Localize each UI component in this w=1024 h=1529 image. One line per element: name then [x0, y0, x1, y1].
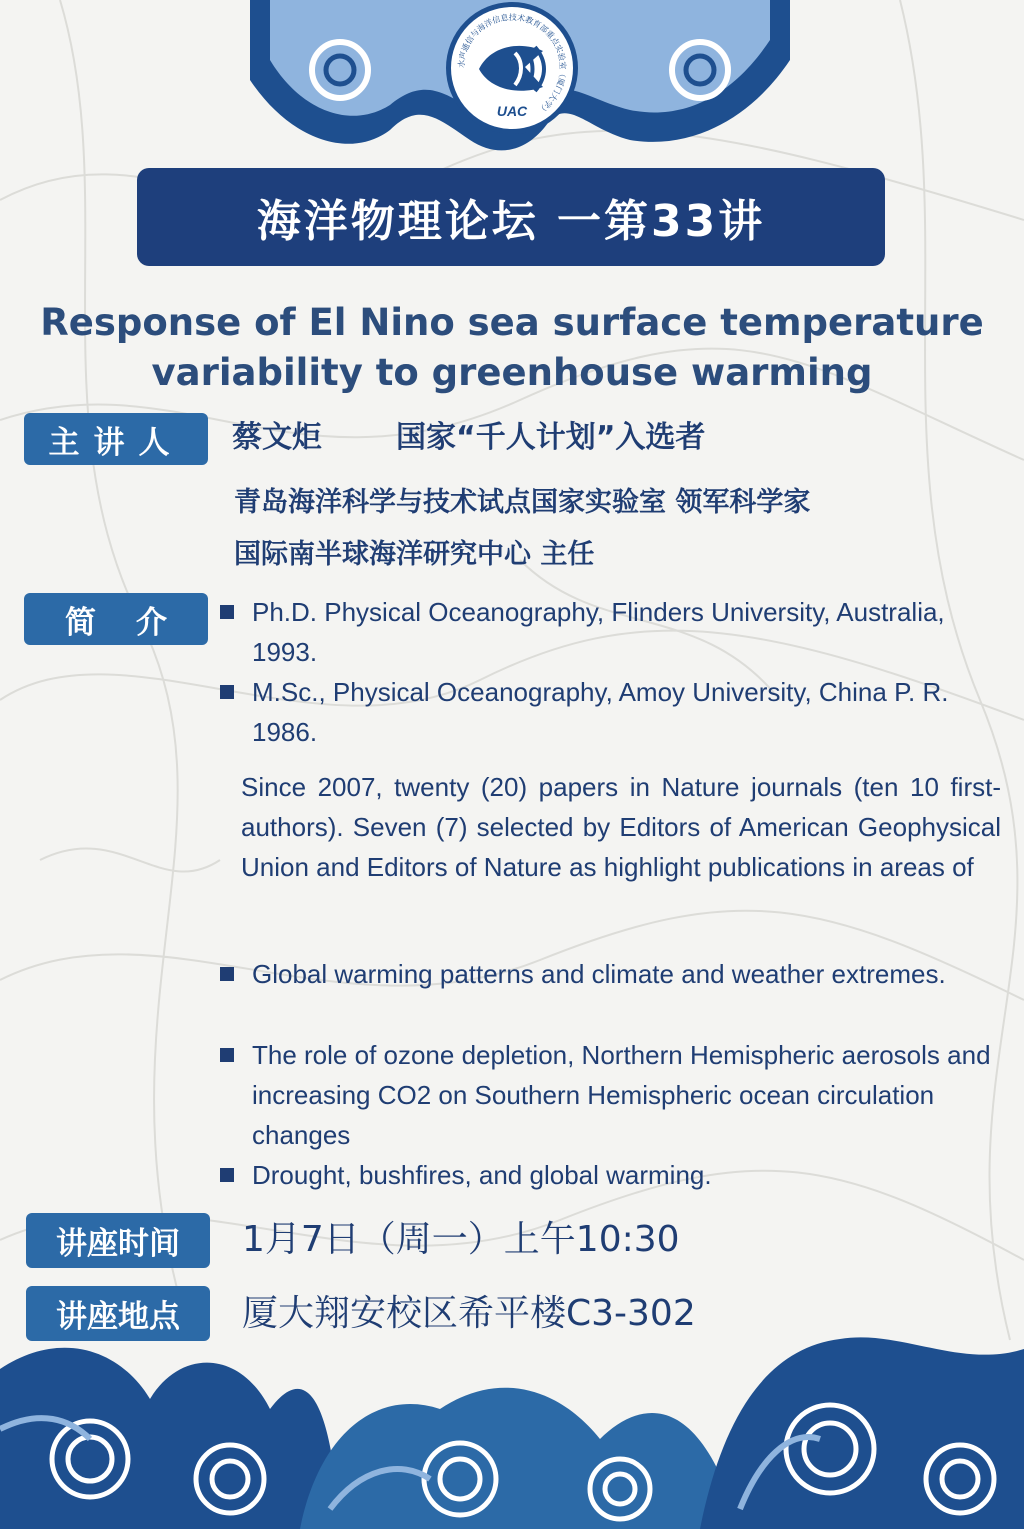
degree-item — [220, 592, 1000, 672]
research-area-text: The role of ozone depletion, Northern Hemispheric aerosols and increasing CO2 on Southern Hemispheric ocean circulation changes — [252, 1040, 991, 1150]
degree-text: M.Sc., Physical Oceanography, Amoy University, China P. R. 1986. — [252, 677, 949, 747]
talk-title-line-1: Response of El Nino sea surface temperature — [40, 301, 984, 344]
degree-item — [220, 672, 1000, 752]
talk-title — [20, 298, 1004, 398]
research-area-item — [220, 954, 1000, 994]
lab-logo — [446, 2, 578, 134]
degree-text: Ph.D. Physical Oceanography, Flinders University, Australia, 1993. — [252, 597, 945, 667]
speaker-affiliation-2: 国际南半球海洋研究中心 主任 — [234, 539, 595, 570]
speaker-tag: 主讲人 — [24, 413, 208, 465]
bullet-square-icon — [220, 967, 234, 981]
bullet-square-icon — [220, 1168, 234, 1182]
lecture-time: 1月7日（周一）上午10:30 — [242, 1219, 680, 1260]
bullet-square-icon — [220, 605, 234, 619]
intro-tag: 简介 — [24, 593, 208, 645]
speaker-honor: 国家“千人计划”入选者 — [396, 420, 706, 455]
logo-abbreviation: UAC — [496, 103, 528, 119]
banner-title: 海洋物理论坛 一第33讲 — [256, 196, 766, 247]
forum-banner — [137, 168, 885, 266]
speaker-line — [232, 412, 705, 456]
research-area-item — [220, 1155, 1000, 1195]
bullet-square-icon — [220, 685, 234, 699]
research-area-text: Global warming patterns and climate and weather extremes. — [252, 959, 946, 989]
publications-paragraph: Since 2007, twenty (20) papers in Nature journals (ten 10 first-authors). Seven (7) selected by Editors of American Geophysical Union and Editors of Nature as highlight publications in areas of — [241, 772, 1001, 882]
speaker-name: 蔡文炬 — [232, 420, 322, 455]
speaker-affiliation-1: 青岛海洋科学与技术试点国家实验室 领军科学家 — [234, 487, 811, 518]
lecture-place: 厦大翔安校区希平楼C3-302 — [242, 1293, 696, 1334]
bottom-wave-decoration — [0, 1309, 1024, 1529]
research-area-text: Drought, bushfires, and global warming. — [252, 1160, 712, 1190]
bullet-square-icon — [220, 1048, 234, 1062]
talk-title-line-2: variability to greenhouse warming — [151, 351, 873, 394]
time-tag: 讲座时间 — [26, 1213, 210, 1268]
research-area-item — [220, 1035, 1000, 1155]
logo-ring-text: 水声通信与海洋信息技术教育部重点实验室（厦门大学） — [456, 12, 568, 116]
place-tag: 讲座地点 — [26, 1286, 210, 1341]
